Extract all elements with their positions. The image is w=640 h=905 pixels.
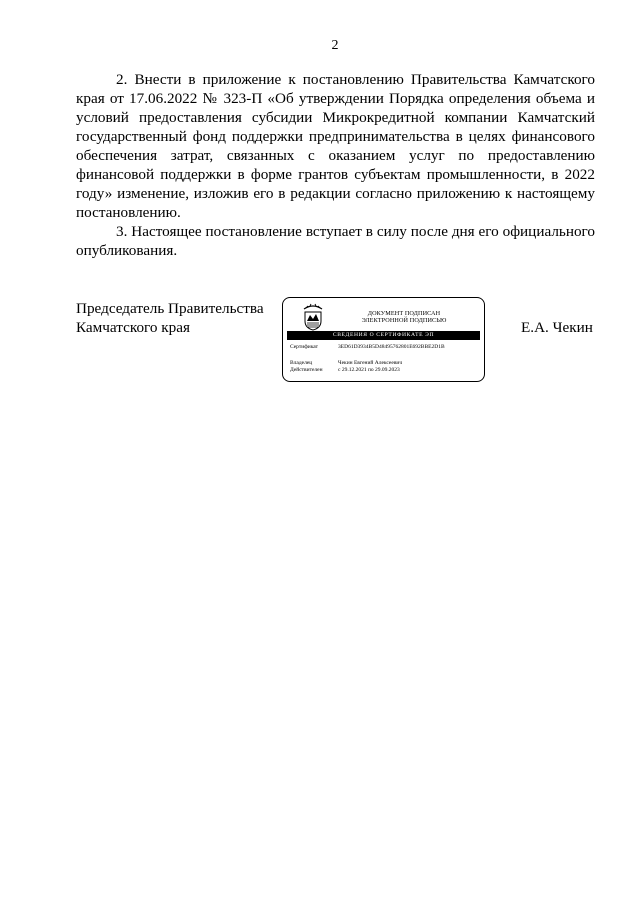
signatory-title	[76, 299, 276, 337]
stamp-certificate-bar: СВЕДЕНИЯ О СЕРТИФИКАТЕ ЭП	[287, 331, 480, 340]
validity-label: Действителен	[290, 367, 323, 373]
stamp-validity-row	[290, 367, 478, 374]
certificate-label: Сертификат	[290, 344, 318, 350]
page-number: 2	[331, 38, 339, 53]
paragraph-effective-date: 3. Настоящее постановление вступает в силу после дня его официального опубликования.	[76, 223, 595, 259]
stamp-heading-line: ЭЛЕКТРОННОЙ ПОДПИСЬЮ	[361, 317, 447, 324]
signatory-title-line: Председатель Правительства	[76, 300, 264, 317]
document-body	[76, 70, 595, 260]
stamp-owner-row	[290, 360, 478, 367]
certificate-value: 3ED61D3934B5D48495762801E692BBE2D1B	[338, 344, 445, 350]
owner-label: Владелец	[290, 360, 313, 366]
validity-value: с 29.12.2021 по 29.09.2023	[338, 367, 400, 373]
coat-of-arms-icon	[301, 303, 325, 331]
signatory-title-line: Камчатского края	[76, 319, 190, 336]
stamp-certificate-row	[290, 344, 478, 351]
electronic-signature-stamp	[282, 297, 485, 382]
signatory-name: Е.А. Чекин	[521, 319, 593, 336]
stamp-heading-line: ДОКУМЕНТ ПОДПИСАН	[367, 310, 441, 317]
paragraph-amendment: 2. Внести в приложение к постановлению Правительства Камчатского края от 17.06.2022 № 323-П «Об утверждении Порядка определения объема и условий предоставления субсидии Микрокредитной компании Камчатский государственный фонд поддержки предпринимательства в целях финансового обеспечения затрат, связанных с оказанием услуг по предоставлению финансовой поддержки в форме грантов субъектам промышленности, в 2022 году» изменение, изложив его в редакции согласно приложению к настоящему постановлению.	[76, 71, 595, 221]
owner-value: Чекин Евгений Алексеевич	[338, 360, 403, 366]
stamp-heading	[345, 310, 463, 324]
